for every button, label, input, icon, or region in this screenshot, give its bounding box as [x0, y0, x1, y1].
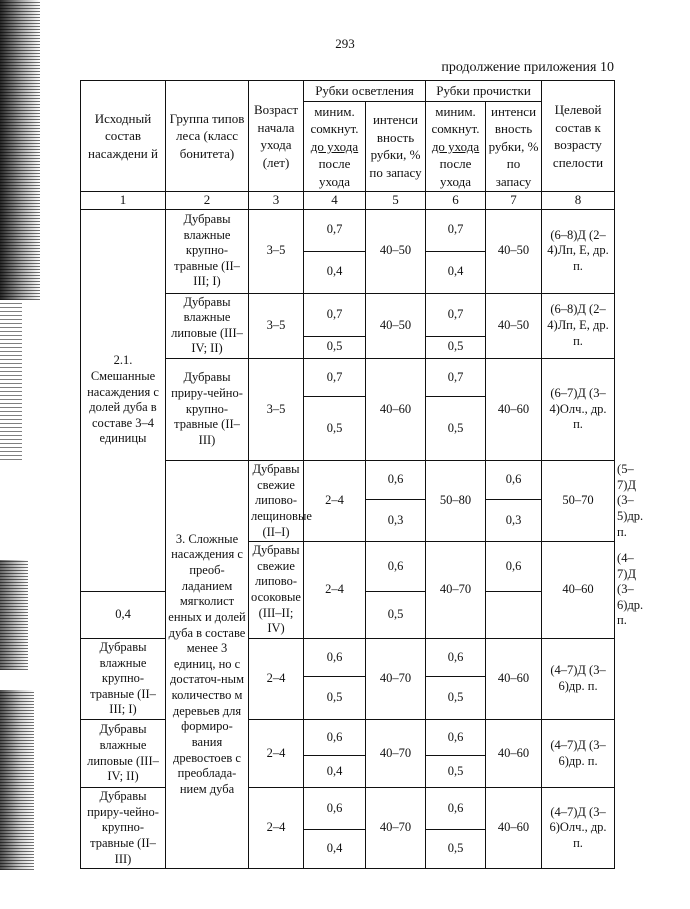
min-density-before: 0,7	[304, 209, 366, 251]
header-min-density-a: миним. сомкнут. до ухода после ухода	[304, 101, 366, 192]
intensity-b-cell: 40–60	[486, 720, 542, 788]
min-density-before: 0,6	[426, 638, 486, 677]
header-initial-composition: Исходный состав насаждени й	[81, 81, 166, 192]
min-density-after: 0,3	[486, 499, 542, 542]
start-age-cell: 3–5	[249, 209, 304, 293]
min-density-before: 0,6	[366, 542, 426, 592]
column-number: 2	[166, 192, 249, 209]
column-number: 4	[304, 192, 366, 209]
intensity-b-cell: 40–50	[486, 293, 542, 359]
start-age-cell: 2–4	[304, 461, 366, 542]
forest-type-cell: Дубравы влажные липовые (III–IV; II)	[166, 293, 249, 359]
min-density-before: 0,6	[426, 720, 486, 756]
intensity-a-cell: 50–80	[426, 461, 486, 542]
min-density-after: 0,5	[426, 829, 486, 869]
silviculture-table: Исходный состав насаждени й Группа типов леса (класс бонитета) Возраст начала ухода (лет) Рубки осветления Рубки прочистки Целевой состав к возрасту спелости миним. сомкнут. до ухода после ухода интенси вность рубки, % по запасу миним. сомкнут. до ухода после ухода интенси вность рубки, % по запасу 1 2 3 4 5 6 7 8 2.1. Смешанные насаждения с долей дуба в составе 3–4 единицы Дубравы влажные крупно-травные (II–III; I) 3–5 0,7 40–50 0,7 40–50 (6–8)Д (2–4)Лп, Е, др. п. 0,4 0,4 Дубравы влажные липовые (III–IV; II) 3–5 0,7 40–50 0,7 40–50 (6–8)Д (2–4)Лп, Е, др. п. 0,5 0,5 Дубравы приру-чейно-крупно-травные (II–III) 3–5 0,7 40–60 0,7 40–60 (6–7)Д (3–4)Олч., др. п. 0,5 0,5 3. Сложные насаждения с преоб-ладанием мягколист енных и долей дуба в составе менее 3 единиц, но с достаточ-ным количество м деревьев для формиро-вания древостоев с преоблада-нием дуба Дубравы свежие липово-лещиновые (II–I) 2–4 0,6 50–80 0,6 50–70 (5–7)Д (3–5)др. п. 0,3 0,3 Дубравы свежие липово-осоковые (III–II; IV) 2–4 0,6 40–70 0,6 40–60 (4–7)Д (3–6)др. п. 0,4 0,5 Дубравы влажные крупно-травные (II–III; I) 2–4 0,6 40–70 0,6 40–60 (4–7)Д (3–6)др. п. 0,5 0,5 Дубравы влажные липовые (III–IV; II) 2–4 0,6 40–70 0,6 40–60 (4–7)Д (3–6)др. п. 0,4 0,5 Дубравы приру-чейно-крупно-травные (II–III) 2–4 0,6 40–70 0,6 40–60 (4–7)Д (3–6)Олч., др. п. 0,4 0,5	[80, 80, 615, 869]
min-density-after: 0,4	[304, 829, 366, 869]
target-composition-cell: (6–8)Д (2–4)Лп, Е, др. п.	[542, 209, 615, 293]
forest-type-cell: Дубравы приру-чейно-крупно-травные (II–III)	[81, 788, 166, 869]
min-density-after: 0,5	[304, 677, 366, 720]
start-age-cell: 2–4	[249, 638, 304, 719]
start-age-cell: 3–5	[249, 293, 304, 359]
min-density-before: 0,6	[304, 638, 366, 677]
min-density-after: 0,5	[426, 677, 486, 720]
target-composition-cell: (6–8)Д (2–4)Лп, Е, др. п.	[542, 293, 615, 359]
min-density-before: 0,7	[304, 293, 366, 336]
scan-edge-artifact	[0, 560, 28, 670]
min-density-before: 0,7	[426, 359, 486, 397]
column-number: 1	[81, 192, 166, 209]
header-intensity-b: интенси вность рубки, % по запасу	[486, 101, 542, 192]
column-number: 7	[486, 192, 542, 209]
forest-type-cell: Дубравы свежие липово-осоковые (III–II; IV)	[249, 542, 304, 639]
min-density-after: 0,3	[366, 499, 426, 542]
min-density-before: 0,6	[486, 542, 542, 592]
intensity-a-cell: 40–70	[366, 788, 426, 869]
scan-edge-artifact	[0, 690, 34, 870]
start-age-cell: 2–4	[249, 720, 304, 788]
target-composition-cell: (4–7)Д (3–6)др. п.	[542, 720, 615, 788]
min-density-before: 0,6	[304, 788, 366, 830]
min-density-after: 0,5	[304, 397, 366, 461]
header-forest-type: Группа типов леса (класс бонитета)	[166, 81, 249, 192]
header-cleaning-cutting: Рубки прочистки	[426, 81, 542, 102]
forest-type-cell: Дубравы влажные липовые (III–IV; II)	[81, 720, 166, 788]
section-title: 3. Сложные насаждения с преоб-ладанием мягколист енных и долей дуба в составе менее 3 единиц, но с достаточ-ным количество м деревьев для формиро-вания древостоев с преоблада-нием дуба	[166, 461, 249, 869]
min-density-after: 0,5	[304, 336, 366, 359]
intensity-a-cell: 40–70	[366, 720, 426, 788]
forest-type-cell: Дубравы влажные крупно-травные (II–III; I)	[166, 209, 249, 293]
target-composition-cell: (4–7)Д (3–6)Олч., др. п.	[542, 788, 615, 869]
start-age-cell: 3–5	[249, 359, 304, 461]
start-age-cell: 2–4	[249, 788, 304, 869]
header-intensity-a: интенси вность рубки, % по запасу	[366, 101, 426, 192]
min-density-after: 0,5	[426, 756, 486, 788]
intensity-b-cell: 40–60	[486, 788, 542, 869]
intensity-a-cell: 40–70	[366, 638, 426, 719]
min-density-after: 0,4	[304, 756, 366, 788]
forest-type-cell: Дубравы свежие липово-лещиновые (II–I)	[249, 461, 304, 542]
intensity-b-cell: 50–70	[542, 461, 615, 542]
min-density-before: 0,7	[304, 359, 366, 397]
min-density-before: 0,7	[426, 209, 486, 251]
intensity-b-cell: 40–60	[486, 638, 542, 719]
header-target-composition: Целевой состав к возрасту спелости	[542, 81, 615, 192]
start-age-cell: 2–4	[304, 542, 366, 639]
min-density-before: 0,6	[426, 788, 486, 830]
target-composition-cell: (4–7)Д (3–6)др. п.	[542, 638, 615, 719]
scan-edge-artifact	[0, 300, 22, 460]
page-number: 293	[335, 36, 355, 51]
min-density-after: 0,4	[81, 591, 166, 638]
intensity-a-cell: 40–60	[366, 359, 426, 461]
min-density-after: 0,5	[426, 397, 486, 461]
forest-type-cell: Дубравы влажные крупно-травные (II–III; I)	[81, 638, 166, 719]
continuation-caption: продолжение приложения 10	[441, 60, 614, 75]
header-lightening-cutting: Рубки осветления	[304, 81, 426, 102]
min-density-after: 0,5	[426, 336, 486, 359]
header-start-age: Возраст начала ухода (лет)	[249, 81, 304, 192]
min-density-before: 0,6	[304, 720, 366, 756]
forest-type-cell: Дубравы приру-чейно-крупно-травные (II–III)	[166, 359, 249, 461]
column-number: 6	[426, 192, 486, 209]
intensity-b-cell: 40–60	[486, 359, 542, 461]
min-density-before: 0,6	[366, 461, 426, 500]
column-number: 8	[542, 192, 615, 209]
section-title: 2.1. Смешанные насаждения с долей дуба в составе 3–4 единицы	[81, 209, 166, 591]
intensity-a-cell: 40–70	[426, 542, 486, 639]
intensity-b-cell: 40–60	[542, 542, 615, 639]
min-density-after: 0,4	[426, 251, 486, 293]
intensity-b-cell: 40–50	[486, 209, 542, 293]
min-density-after: 0,5	[366, 591, 426, 638]
intensity-a-cell: 40–50	[366, 209, 426, 293]
min-density-before: 0,6	[486, 461, 542, 500]
min-density-before: 0,7	[426, 293, 486, 336]
column-number: 5	[366, 192, 426, 209]
target-composition-cell: (6–7)Д (3–4)Олч., др. п.	[542, 359, 615, 461]
column-number: 3	[249, 192, 304, 209]
header-min-density-b: миним. сомкнут. до ухода после ухода	[426, 101, 486, 192]
intensity-a-cell: 40–50	[366, 293, 426, 359]
min-density-after: 0,4	[304, 251, 366, 293]
